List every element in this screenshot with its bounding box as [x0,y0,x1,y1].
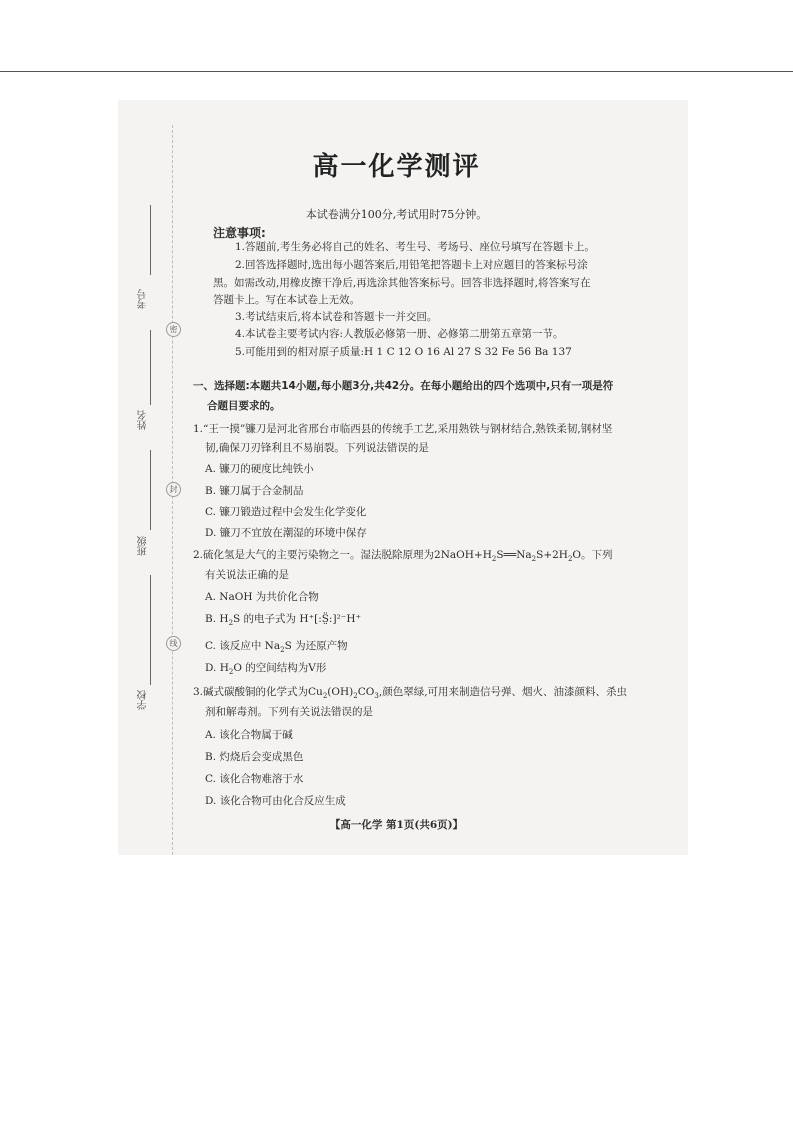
side-field-class [136,450,156,575]
q3-d: ,颜色翠绿,可用来制造信号弹、烟火、油漆颜料、杀虫 [378,686,628,698]
notice-2-cont2: 答题卡上。写在本试卷上无效。 [213,294,360,306]
school-underline [150,575,151,685]
q2-arrow: ══ [503,549,517,561]
q1-option-d: D. 镰刀不宜放在潮湿的环境中保存 [205,527,367,539]
q3-a: 3.碱式碳酸铜的化学式为Cu [193,686,323,698]
q3-b: (OH) [327,686,354,698]
q2-na: Na [516,549,532,561]
q2c-prefix: C. 该反应中 Na [205,640,281,652]
q3-option-b: B. 灼烧后会变成黑色 [205,751,304,763]
exam-title: 高一化学测评 [312,152,481,182]
q1-stem-line1: 1.“王一摸”镰刀是河北省邢台市临西县的传统手工艺,采用熟铁与钢材结合,熟铁柔韧,钢材坚 [193,423,613,435]
notice-2-cont: 黑。如需改动,用橡皮擦干净后,再选涂其他答案标号。回答非选择题时,将答案写在 [213,277,591,289]
school-label: 学校 [138,690,149,710]
q2-sub: 2 [491,555,497,564]
exam-subtitle: 本试卷满分100分,考试用时75分钟。 [305,208,488,221]
q2c-sub: 2 [280,646,285,655]
side-field-name [136,330,156,455]
name-underline [150,330,151,405]
q3-option-c: C. 该化合物难溶于水 [205,773,304,785]
q3-option-d: D. 该化合物可由化合反应生成 [205,795,346,807]
q2-stem-line1 [193,548,613,566]
q1-option-c: C. 镰刀锻造过程中会发生化学变化 [205,506,367,518]
q2b-prefix: B. H [205,613,229,625]
notice-1: 1.答题前,考生务必将自己的姓名、考生号、考场号、座位号填写在答题卡上。 [235,241,595,253]
q3-sub-co: 3 [374,692,379,701]
notice-2: 2.回答选择题时,选出每小题答案后,用铅笔把答题卡上对应题目的答案标号涂 [235,259,588,271]
q2-sub-na: 2 [531,555,537,564]
q2-stem-prefix: 2.硫化氢是大气的主要污染物之一。湿法脱除原理为2NaOH+H [193,549,492,561]
q1-option-a: A. 镰刀的硬度比纯铁小 [205,463,314,475]
section-heading-line2: 合题目要求的。 [207,400,281,412]
q2c-suffix: S 为还原产物 [284,640,348,652]
q3-sub-cu: 2 [322,692,328,701]
page-footer: 【高一化学 第1页(共6页)】 [329,819,464,831]
top-rule [0,71,793,72]
notice-4: 4.本试卷主要考试内容:人教版必修第一册、必修第二册第五章第一节。 [235,328,564,340]
q2d-sub: 2 [228,668,234,677]
notice-3: 3.考试结束后,将本试卷和答题卡一并交回。 [235,311,438,323]
exam-number-label: 考号 [138,289,149,309]
q3-c: CO [357,686,375,698]
name-label: 姓名 [138,410,149,430]
seal-feng: 封 [166,482,181,497]
q2-stem-s: S [496,549,504,561]
class-underline [150,450,151,530]
q3-stem-line1 [193,685,627,703]
q2d-suffix: O 的空间结构为V形 [233,662,327,674]
q2-option-c [205,639,348,657]
q2b-sub: 2 [228,619,234,628]
electron-formula: H⁺[:S̤̈:]²⁻H⁺ [299,613,362,625]
notice-heading: 注意事项: [213,226,266,240]
q3-sub-oh: 2 [353,692,358,701]
q1-stem-line2: 韧,确保刀刃锋利且不易崩裂。下列说法错误的是 [205,442,429,454]
section-heading-line1: 一、选择题:本题共14小题,每小题3分,共42分。在每小题给出的四个选项中,只有一项是符 [193,380,614,392]
seal-mi: 密 [166,322,181,337]
q2b-mid: S 的电子式为 [233,613,297,625]
q2-eq-end2: O。下列 [572,549,613,561]
q3-option-a: A. 该化合物属于碱 [205,729,293,741]
notice-5: 5.可能用到的相对原子质量:H 1 C 12 O 16 Al 27 S 32 Fe 56 Ba 137 [235,346,572,358]
q2-option-a: A. NaOH 为共价化合物 [205,591,319,603]
side-field-exam-number [136,205,156,325]
q2-option-b [205,612,361,630]
q2-eq-end: S+2H [536,549,568,561]
class-label: 班级 [138,536,149,556]
q3-stem-line2: 剂和解毒剂。下列有关说法错误的是 [205,706,373,718]
seal-xian: 线 [166,636,181,651]
q2d-prefix: D. H [205,662,229,674]
q2-option-d [205,661,326,679]
q2-sub-h: 2 [567,555,573,564]
q1-option-b: B. 镰刀属于合金制品 [205,485,304,497]
q2-stem-line2: 有关说法正确的是 [205,569,289,581]
side-field-school [136,575,156,715]
